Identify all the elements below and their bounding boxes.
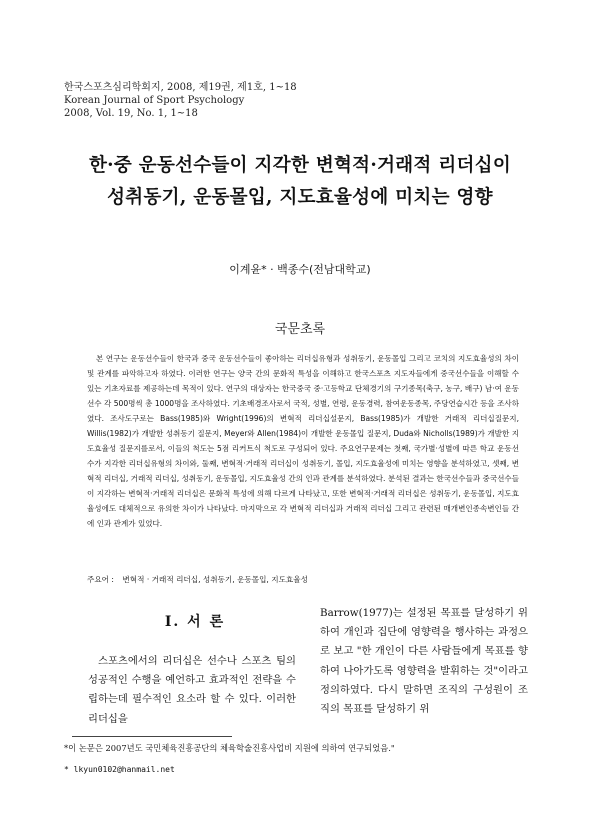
footnote-email: * lkyun0102@hanmail.net [64,765,175,774]
journal-english-name: Korean Journal of Sport Psychology [64,95,245,106]
keywords-label: 주요어 : [87,575,114,584]
keywords-text: 변혁적 · 거래적 리더십, 성취동기, 운동몰입, 지도효율성 [122,575,308,584]
paper-authors: 이계윤* · 백종수(전남대학교) [229,263,371,276]
footnote-divider [72,736,232,737]
journal-korean-citation: 한국스포츠심리학회지, 2008, 제19권, 제1호, 1~18 [64,82,297,93]
journal-header [64,81,297,120]
intro-left-column: 스포츠에서의 리더십은 선수나 스포츠 팀의 성공적인 수행을 예언하고 효과적인 전략을 수립하는데 필수적인 요소라 할 수 있다. 이러한 리더십을 [88,655,296,725]
paper-title-line-1: 한·중 운동선수들이 지각한 변혁적·거래적 리더십이 [88,155,512,176]
paper-title-line-2: 성취동기, 운동몰입, 지도효율성에 미치는 영향 [107,187,493,208]
journal-volume-info: 2008, Vol. 19, No. 1, 1~18 [64,108,198,119]
footnote-funding: *이 논문은 2007년도 국민체육진흥공단의 체육학술진흥사업비 지원에 의하여 연구되었음." [64,743,395,753]
section-heading-introduction: Ⅰ. 서 론 [164,614,226,630]
intro-right-column: Barrow(1977)는 설정된 목표를 달성하기 위하여 개인과 집단에 영향력을 행사하는 과정으로 보고 "한 개인이 다른 사람들에게 목표를 향하여 나아가도록 영향력을 발휘하는 것"이라고 정의하였다. 다시 말하면 조직의 구성원이 조직의 목표를 달성하기 위 [320,607,528,716]
abstract-body: 본 연구는 운동선수들이 한국과 중국 운동선수들이 좋아하는 리더십유형과 성취동기, 운동몰입 그리고 코치의 지도효율성의 차이 및 관계를 파악하고자 하였다. 이러한 연구는 양국 간의 문화적 특성을 이해하고 한국스포츠 지도자들에게 중국선수들을 이해할 수 있는 기초자료를 제공하는데 목적이 있다. 연구의 대상자는 한국중국 중·고등학교 단체경기의 구기종목(축구, 농구, 배구) 남·여 운동선수 각 500명씩 총 1000명을 조사하였다. 기초배경조사로서 국적, 성별, 연령, 운동경력, 참여운동종목, 주당연습시간 등을 조사하였다. 조사도구로는 Bass(1985)와 Wright(1996)의 변혁적 리더십설문지, Bass(1985)가 개발한 거래적 리더십질문지, Willis(1982)가 개발한 성취동기 질문지, Meyer와 Allen(1984)이 개발한 운동몰입 질문지, Duda와 Nicholls(1989)가 개발한 지도효율성 질문지를로서, 이들의 척도는 5점 리커트식 척도로 구성되어 있다. 주요연구문제는 첫째, 국가별·성별에 따른 학교 운동선수가 지각한 리더십유형의 차이와, 둘째, 변혁적·거래적 리더십이 성취동기, 몰입, 지도효율성에 미치는 영향을 분석하였고, 셋째, 변혁적 리더십, 거래적 리더십, 성취동기, 운동몰입, 지도효율성 간의 인과 관계를 분석하였다. 분석된 결과는 한국선수들과 중국선수들이 지각하는 변혁적·거래적 리더십은 문화적 특성에 의해 다르게 나타났고, 또한 변혁적·거래적 리더십은 성취동기, 운동몰입, 지도효율성에도 대체적으로 유의한 차이가 나타났다. 마지막으로 각 변혁적 리더십과 거래적 리더십 그리고 관련된 매개변인종속변인들 간에 인과 관계가 있었다. [87,354,519,528]
paper-title [0,150,600,214]
abstract-heading: 국문초록 [274,322,326,337]
keywords-line [87,574,519,585]
